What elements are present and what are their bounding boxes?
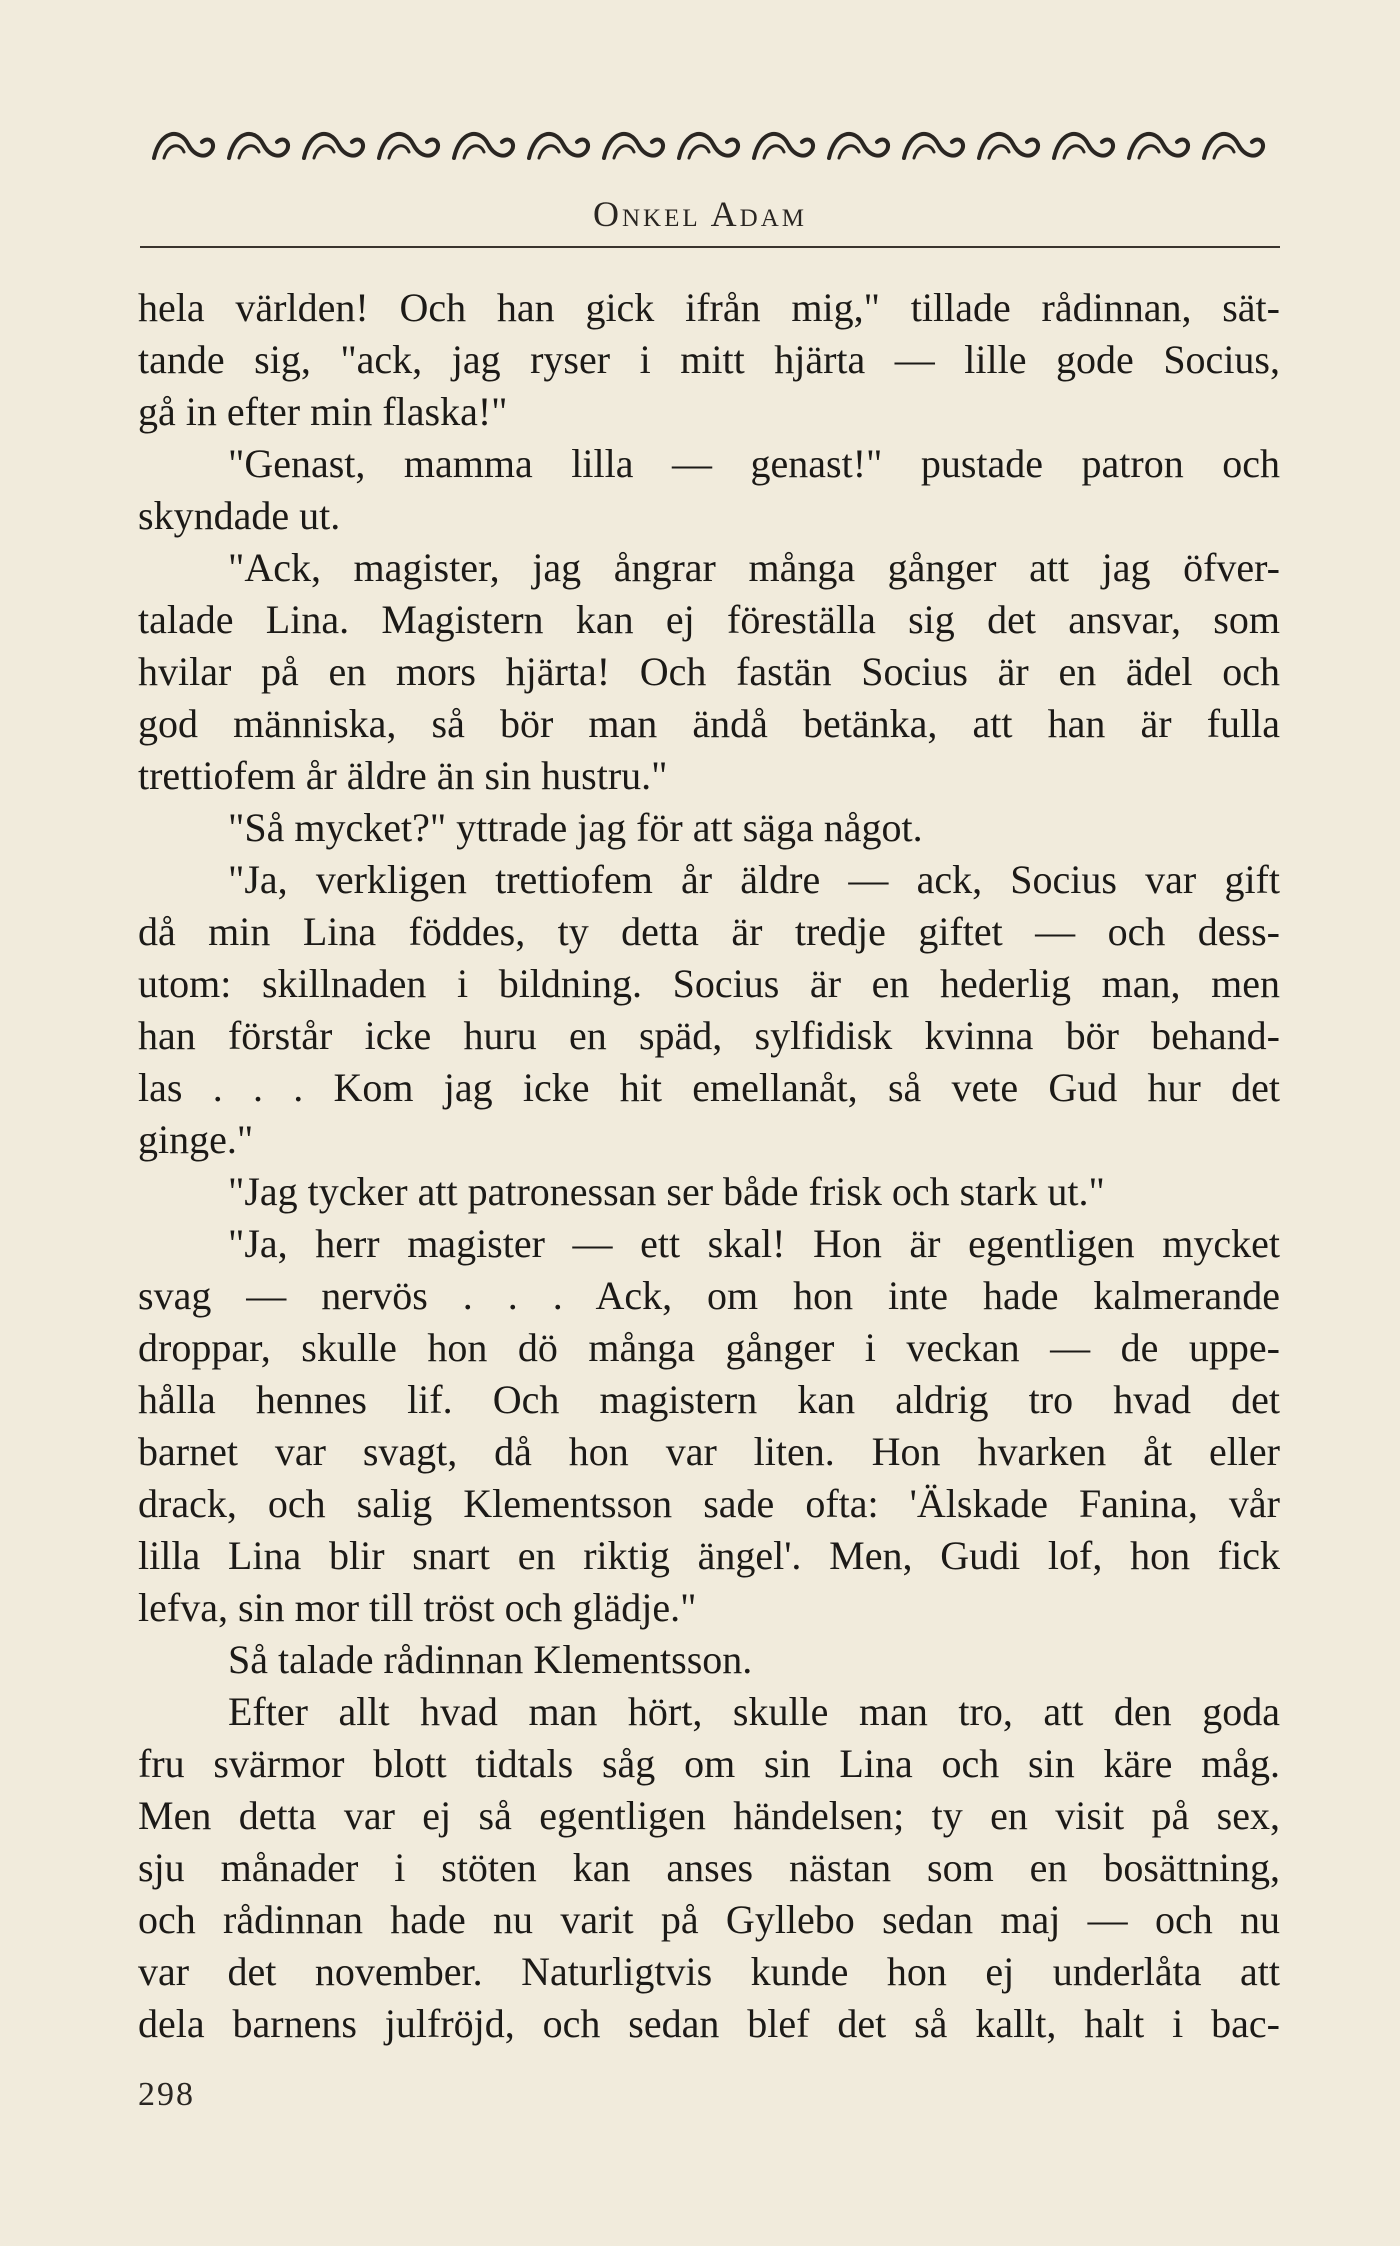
- text-line: barnet var svagt, då hon var liten. Hon hvarken åt eller: [138, 1429, 1280, 1474]
- text-line: lefva, sin mor till tröst och glädje.": [138, 1585, 697, 1630]
- text-line: skyndade ut.: [138, 493, 341, 538]
- text-line: drack, och salig Klementsson sade ofta: 'Älskade Fanina, vår: [138, 1481, 1280, 1526]
- text-line: han förstår icke huru en späd, sylfidisk kvinna bör behand-: [138, 1013, 1280, 1058]
- text-line: dela barnens julfröjd, och sedan blef det så kallt, halt i bac-: [138, 2001, 1280, 2046]
- decorative-header-border: [150, 118, 1275, 178]
- text-line: Men detta var ej så egentligen händelsen; ty en visit på sex,: [138, 1793, 1280, 1838]
- text-line: talade Lina. Magistern kan ej föreställa sig det ansvar, som: [138, 597, 1280, 642]
- text-line: var det november. Naturligtvis kunde hon ej underlåta att: [138, 1949, 1280, 1994]
- text-line: tande sig, "ack, jag ryser i mitt hjärta — lille gode Socius,: [138, 337, 1280, 382]
- text-line: god människa, så bör man ändå betänka, att han är fulla: [138, 701, 1280, 746]
- text-line: och rådinnan hade nu varit på Gyllebo sedan maj — och nu: [138, 1897, 1280, 1942]
- text-line: las . . . Kom jag icke hit emellanåt, så vete Gud hur det: [138, 1065, 1280, 1110]
- text-line: trettiofem år äldre än sin hustru.": [138, 753, 668, 798]
- header-rule: [140, 246, 1280, 248]
- text-line: fru svärmor blott tidtals såg om sin Lina och sin käre måg.: [138, 1741, 1280, 1786]
- text-line: "Ja, herr magister — ett skal! Hon är egentligen mycket: [228, 1221, 1280, 1266]
- text-line: hvilar på en mors hjärta! Och fastän Socius är en ädel och: [138, 649, 1280, 694]
- text-line: Efter allt hvad man hört, skulle man tro, att den goda: [228, 1689, 1280, 1734]
- text-line: gå in efter min flaska!": [138, 389, 508, 434]
- text-line: då min Lina föddes, ty detta är tredje giftet — och dess-: [138, 909, 1280, 954]
- text-line: svag — nervös . . . Ack, om hon inte hade kalmerande: [138, 1273, 1280, 1318]
- text-line: droppar, skulle hon dö många gånger i veckan — de uppe-: [138, 1325, 1280, 1370]
- text-line: ginge.": [138, 1117, 254, 1162]
- text-line: lilla Lina blir snart en riktig ängel'. Men, Gudi lof, hon fick: [138, 1533, 1280, 1578]
- text-line: "Genast, mamma lilla — genast!" pustade patron och: [228, 441, 1280, 486]
- text-line: sju månader i stöten kan anses nästan som en bosättning,: [138, 1845, 1280, 1890]
- text-line: "Ack, magister, jag ångrar många gånger att jag öfver-: [228, 545, 1280, 590]
- text-line: "Så mycket?" yttrade jag för att säga något.: [228, 805, 923, 850]
- text-line: "Jag tycker att patronessan ser både frisk och stark ut.": [228, 1169, 1105, 1214]
- text-line: Så talade rådinnan Klementsson.: [228, 1637, 753, 1682]
- text-line: hålla hennes lif. Och magistern kan aldrig tro hvad det: [138, 1377, 1280, 1422]
- running-title: Onkel Adam: [593, 194, 807, 234]
- text-line: hela världen! Och han gick ifrån mig," tillade rådinnan, sät-: [138, 285, 1280, 330]
- text-line: utom: skillnaden i bildning. Socius är en hederlig man, men: [138, 961, 1280, 1006]
- text-line: "Ja, verkligen trettiofem år äldre — ack, Socius var gift: [228, 857, 1280, 902]
- body-text: [138, 282, 1280, 2050]
- page-number: 298: [138, 2076, 195, 2113]
